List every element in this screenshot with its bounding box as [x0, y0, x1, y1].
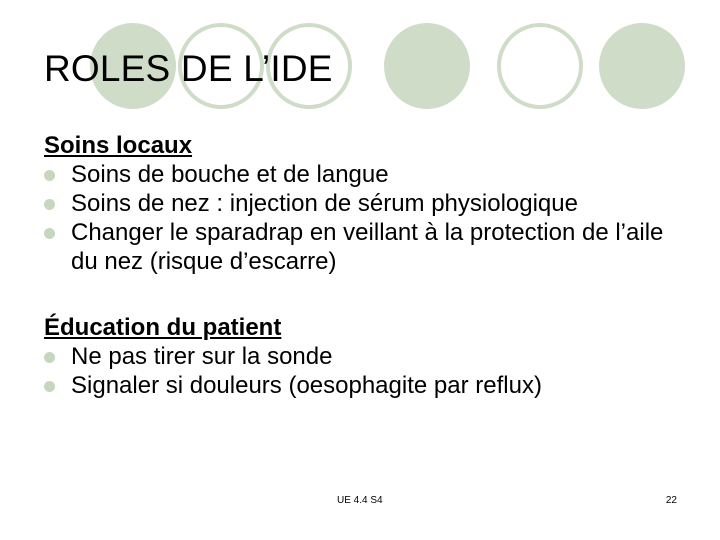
bullet-list	[44, 342, 694, 400]
section-soins-locaux	[44, 131, 694, 276]
list-item	[44, 218, 694, 276]
section-education-patient	[44, 313, 694, 400]
list-item-text: Soins de bouche et de langue	[71, 161, 389, 188]
section-heading: Éducation du patient	[44, 314, 282, 341]
bullet-icon	[44, 199, 55, 210]
bullet-list	[44, 160, 694, 276]
list-item	[44, 189, 694, 218]
slide-content	[44, 131, 694, 400]
list-item	[44, 371, 694, 400]
slide-title: ROLES DE L’IDE	[44, 48, 333, 89]
bullet-icon	[44, 170, 55, 181]
list-item-text: Signaler si douleurs (oesophagite par reflux)	[71, 372, 542, 399]
list-item	[44, 160, 694, 189]
bullet-icon	[44, 381, 55, 392]
list-item-text: Soins de nez : injection de sérum physiologique	[71, 190, 578, 217]
list-item-text: Changer le sparadrap en veillant à la protection de l’aile du nez (risque d’escarre)	[71, 219, 664, 275]
footer-course-label: UE 4.4 S4	[337, 495, 383, 506]
slide-number: 22	[665, 495, 677, 506]
decorative-circle-6	[599, 23, 685, 109]
decorative-circle-5	[497, 23, 583, 109]
list-item	[44, 342, 694, 371]
decorative-circle-4	[384, 23, 470, 109]
section-heading: Soins locaux	[44, 132, 193, 159]
bullet-icon	[44, 352, 55, 363]
bullet-icon	[44, 228, 55, 239]
list-item-text: Ne pas tirer sur la sonde	[71, 343, 333, 370]
